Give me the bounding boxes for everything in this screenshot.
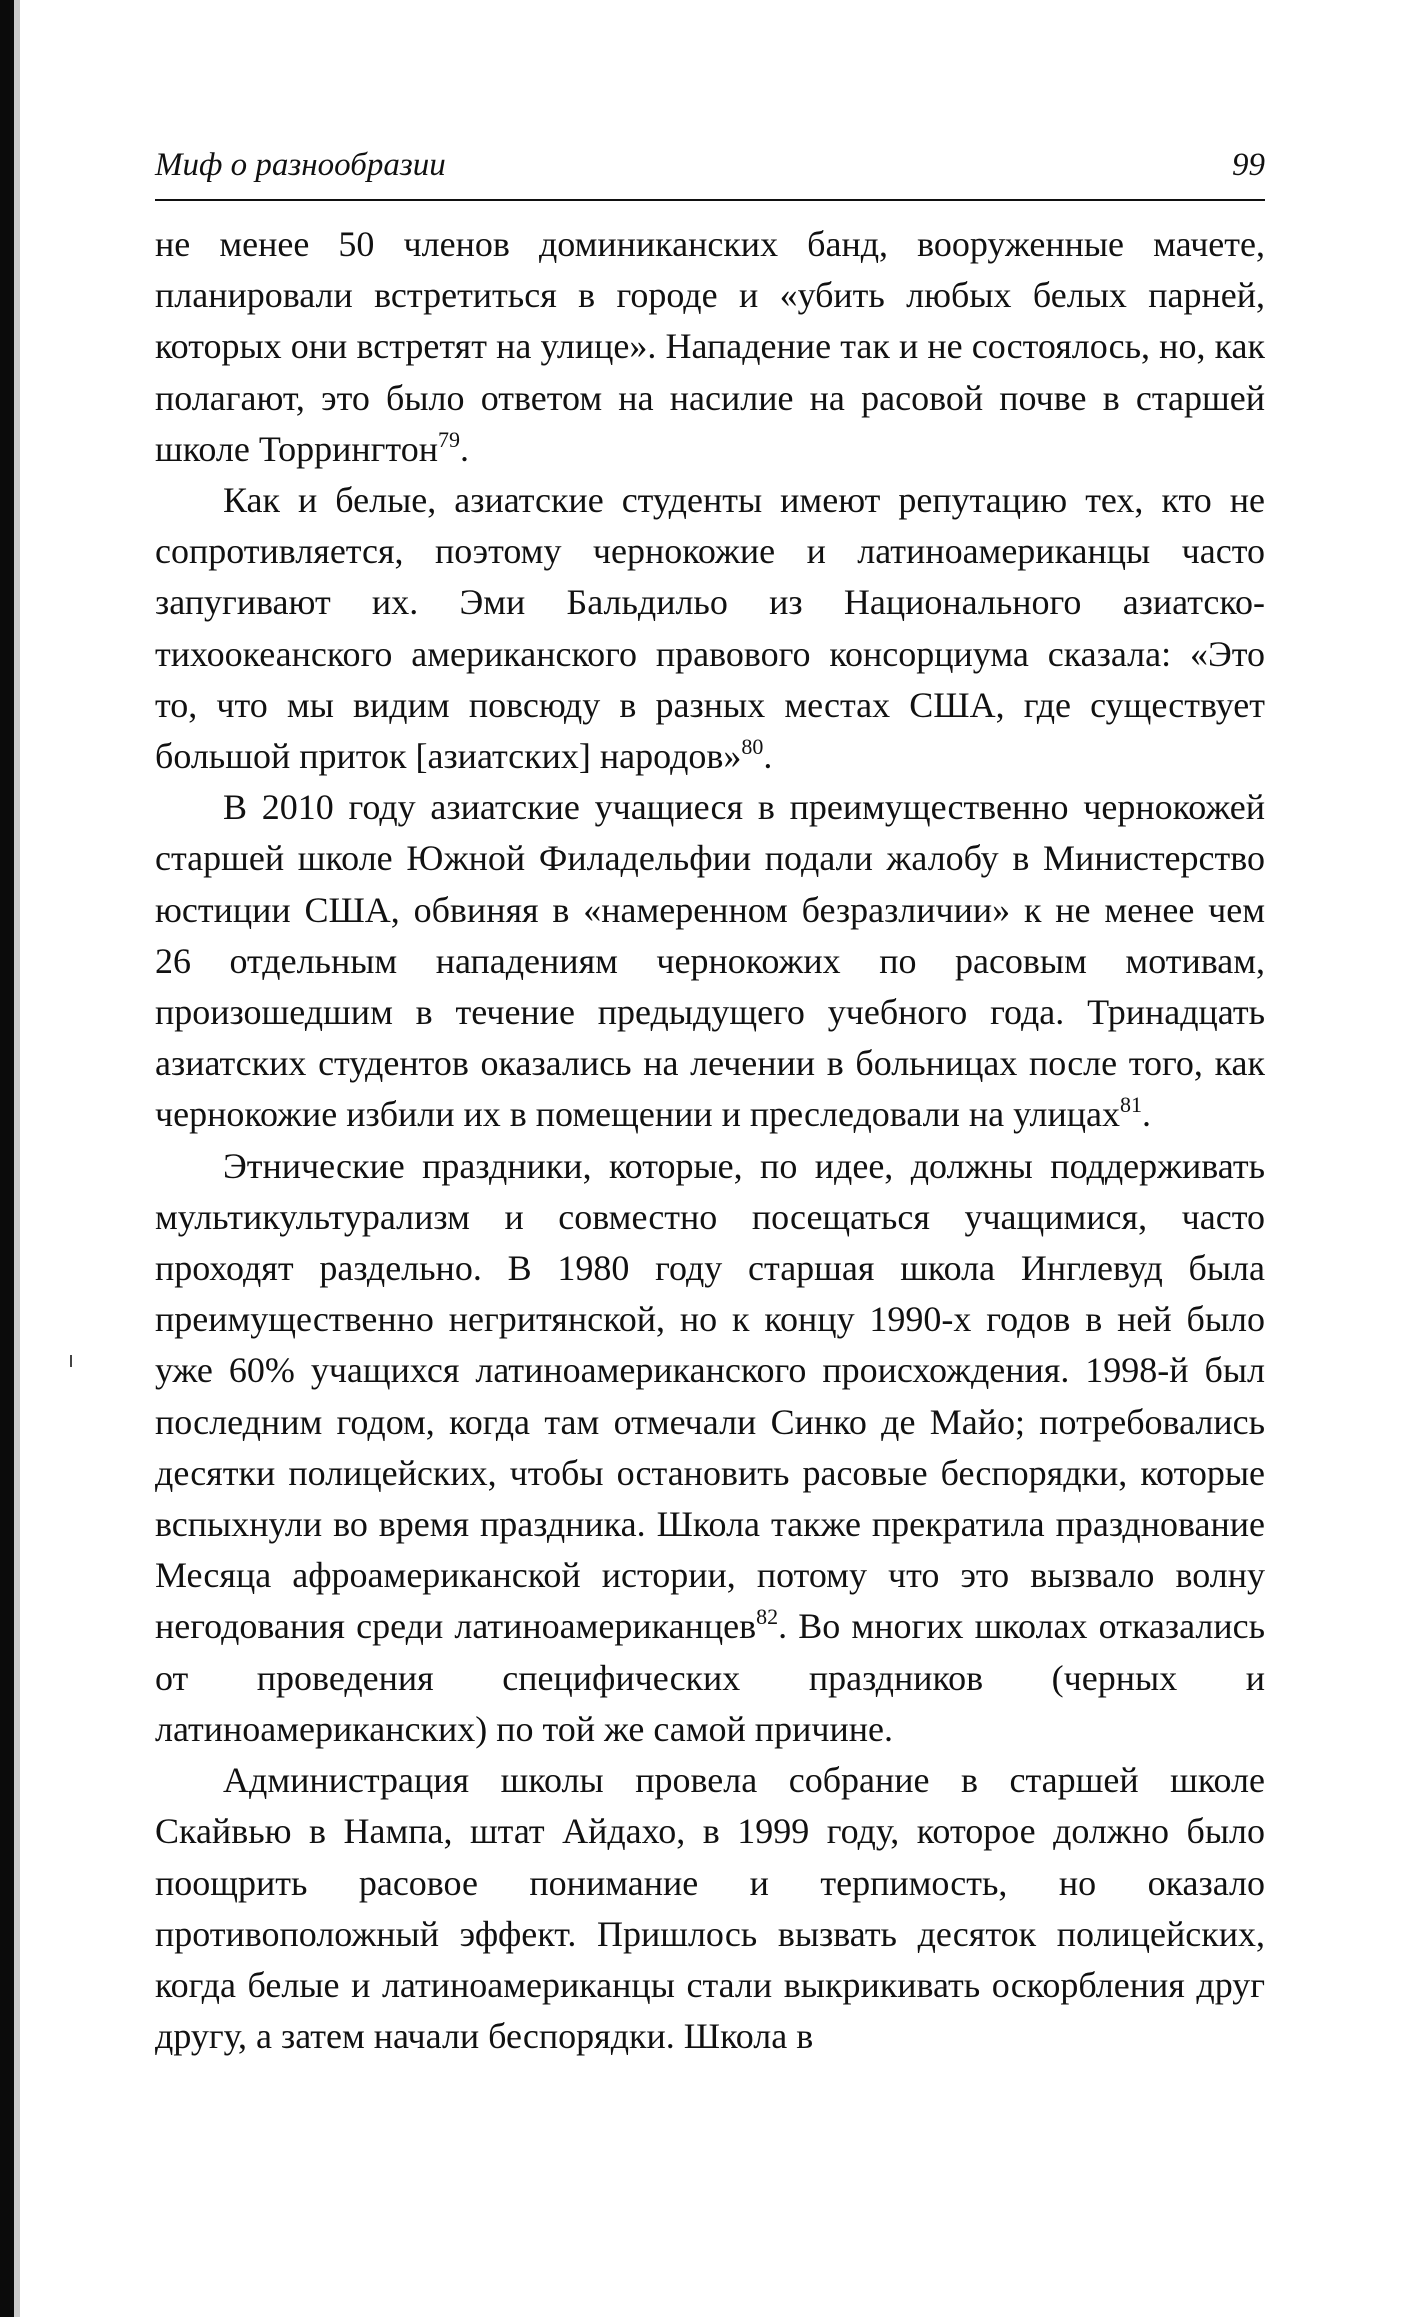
footnote-ref-79: 79 [437, 426, 460, 452]
paragraph-text: не менее 50 членов доминиканских банд, вооруженные мачете, планировали встретиться в городе и «убить любых белых парней, которых они встретят на улице». Нападение так и не состоялось, но, как полагают, это было ответом на насилие на расовой почве в старшей школе Торрингтон [155, 224, 1265, 469]
body-text [155, 219, 1265, 2062]
paragraph-1 [155, 219, 1265, 475]
paragraph-tail: . [459, 428, 469, 469]
footnote-ref-82: 82 [756, 1604, 779, 1630]
paragraph-text: Как и белые, азиатские студенты имеют репутацию тех, кто не сопротивляется, поэтому чернокожие и латиноамериканцы часто запугивают их. Эми Бальдильо из Национального азиатско-тихоокеанского американского правового консорциума сказала: «Это то, что мы видим повсюду в разных местах США, где существует большой приток [азиатских] народов» [155, 480, 1265, 777]
book-spine-shadow [0, 0, 14, 2317]
paragraph-4 [155, 1141, 1265, 1755]
footnote-ref-81: 81 [1120, 1092, 1142, 1118]
page-number: 99 [1232, 147, 1265, 183]
paragraph-3 [155, 782, 1265, 1140]
paragraph-5 [155, 1755, 1265, 2062]
running-head [155, 145, 1265, 201]
paragraph-tail: . [763, 736, 773, 777]
running-head-title: Миф о разнообразии [155, 147, 446, 183]
paragraph-2 [155, 475, 1265, 782]
paragraph-tail: . [1142, 1094, 1151, 1135]
paragraph-tail: . Во многих школах отказались от проведения специфических праздников (черных и латиноамериканских) по той же самой причине. [155, 1606, 1266, 1749]
paragraph-text: В 2010 году азиатские учащиеся в преимущественно чернокожей старшей школе Южной Филадельфии подали жалобу в Министерство юстиции США, обвиняя в «намеренном безразличии» к не менее чем 26 отдельным нападениям чернокожих по расовым мотивам, произошедшим в течение предыдущего учебного года. Тринадцать азиатских студентов оказались на лечении в больницах после того, как чернокожие избили их в помещении и преследовали на улицах [155, 787, 1265, 1135]
footnote-ref-80: 80 [741, 734, 764, 760]
paragraph-text: Этнические праздники, которые, по идее, должны поддерживать мультикультурализм и совместно посещаться учащимися, часто проходят раздельно. В 1980 году старшая школа Инглевуд была преимущественно негритянской, но к концу 1990-х годов в ней было уже 60% учащихся латиноамериканского происхождения. 1998-й был последним годом, когда там отмечали Синко де Майо; потребовались десятки полицейских, чтобы остановить расовые беспорядки, которые вспыхнули во время праздника. Школа также прекратила празднование Месяца афроамериканской истории, потому что это вызвало волну негодования среди латиноамериканцев [155, 1145, 1265, 1647]
book-page [155, 145, 1265, 2062]
book-spine-fade [14, 0, 20, 2317]
margin-mark [70, 1355, 72, 1367]
paragraph-text: Администрация школы провела собрание в старшей школе Скайвью в Нампа, штат Айдахо, в 1999 году, которое должно было поощрить расовое понимание и терпимость, но оказало противоположный эффект. Пришлось вызвать десяток полицейских, когда белые и латиноамериканцы стали выкрикивать оскорбления друг другу, а затем начали беспорядки. Школа в [155, 1760, 1265, 2057]
